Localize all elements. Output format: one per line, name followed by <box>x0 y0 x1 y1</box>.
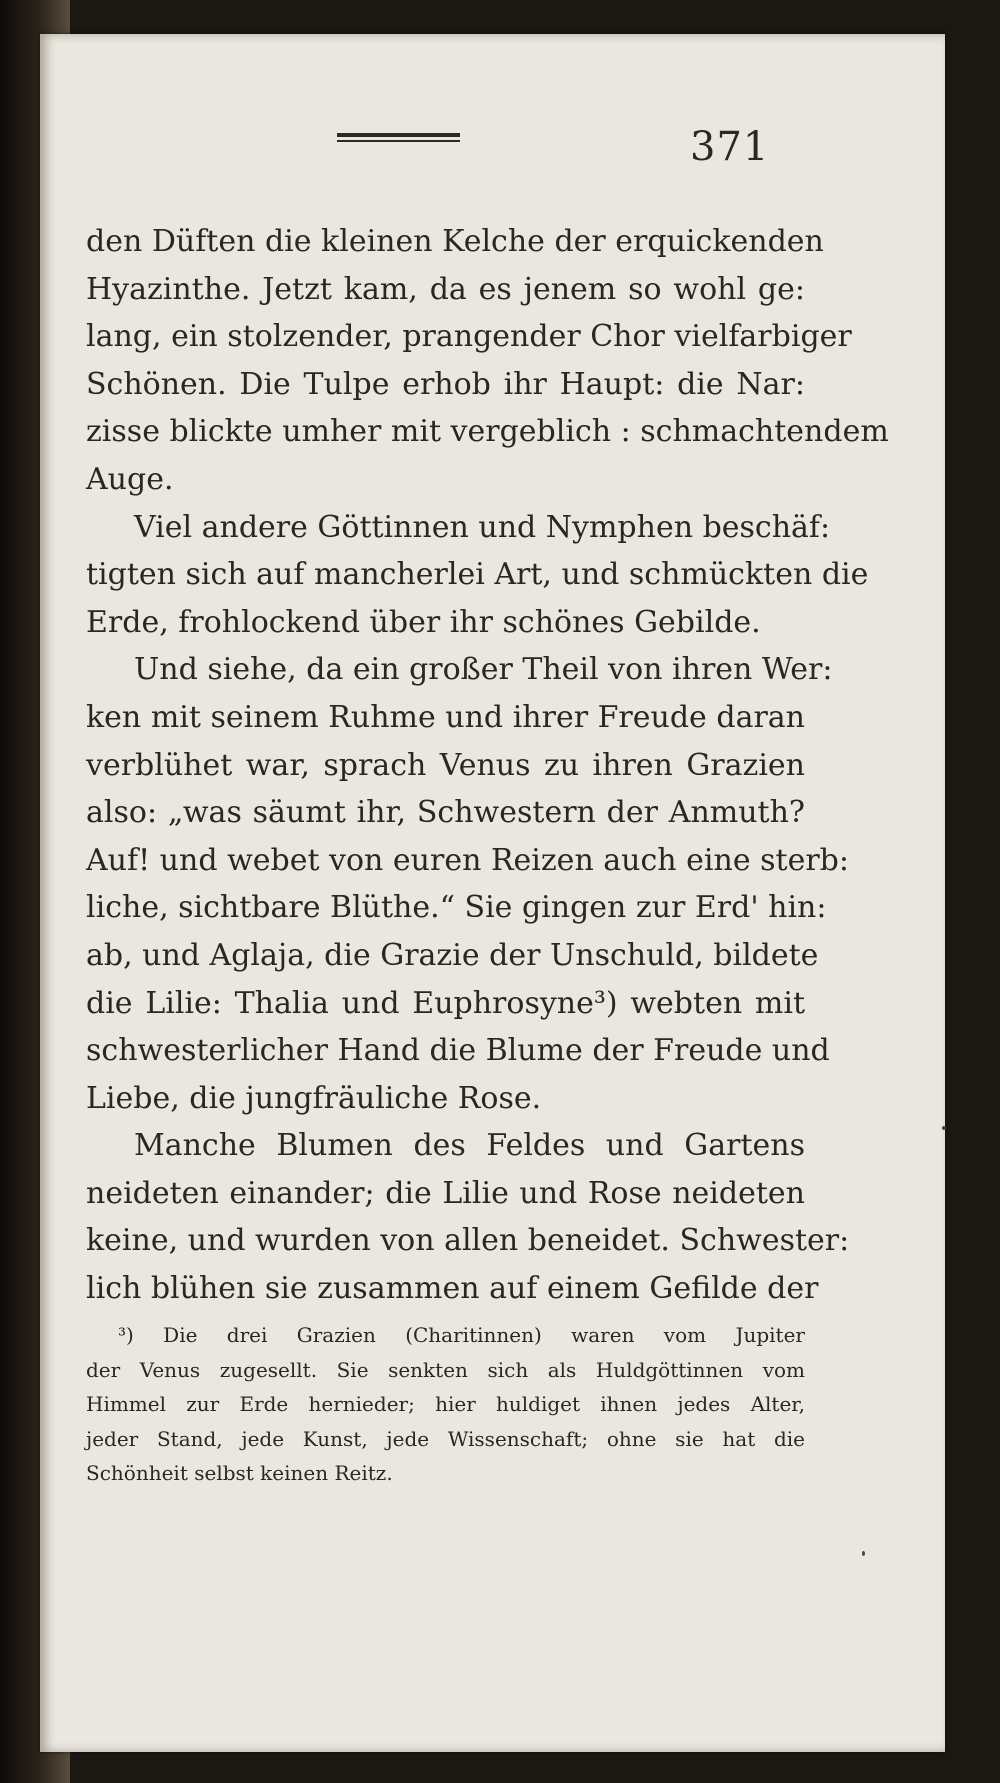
text-line: keine, und wurden von allen beneidet. Schwester: <box>86 1223 850 1259</box>
text-line: lang, ein stolzender, prangender Chor vielfarbiger <box>86 319 852 355</box>
header-rule-thin-line <box>337 140 460 142</box>
text-line: liche, sichtbare Blüthe.“ Sie gingen zur Erd' hin: <box>86 890 827 926</box>
text-line: schwesterlicher Hand die Blume der Freude und <box>86 1033 830 1069</box>
text-line: zisse blickte umher mit vergeblich : schmachtendem <box>86 414 889 450</box>
footnote-line: ³) Die drei Grazien (Charitinnen) waren vom Jupiter <box>118 1323 805 1347</box>
footnote-line: Schönheit selbst keinen Reitz. <box>86 1461 393 1485</box>
page-number: 371 <box>690 124 770 170</box>
footnote-block <box>86 1318 805 1491</box>
text-line: Auge. <box>86 461 174 497</box>
text-line: Manche Blumen des Feldes und Gartens <box>134 1128 805 1164</box>
text-line: neideten einander; die Lilie und Rose neideten <box>86 1175 805 1211</box>
header-rule-thick-line <box>337 133 460 137</box>
text-line: ken mit seinem Ruhme und ihrer Freude daran <box>86 699 805 735</box>
text-line: Auf! und webet von euren Reizen auch eine sterb: <box>86 842 849 878</box>
text-line: tigten sich auf mancherlei Art, und schmückten die <box>86 557 869 593</box>
text-line: lich blühen sie zusammen auf einem Gefilde der <box>86 1271 819 1307</box>
main-text-block <box>86 218 889 1313</box>
text-line: Schönen. Die Tulpe erhob ihr Haupt: die Nar: <box>86 366 805 402</box>
text-line: Erde, frohlockend über ihr schönes Gebilde. <box>86 604 761 640</box>
paper-speck <box>942 1126 946 1130</box>
paper-speck <box>862 1551 865 1556</box>
text-line: verblühet war, sprach Venus zu ihren Grazien <box>86 747 805 783</box>
header-double-rule <box>337 133 460 145</box>
text-line: die Lilie: Thalia und Euphrosyne³) webten mit <box>86 985 805 1021</box>
text-line: Und siehe, da ein großer Theil von ihren Wer: <box>134 652 833 688</box>
text-line: Liebe, die jungfräuliche Rose. <box>86 1080 542 1116</box>
text-line: ab, und Aglaja, die Grazie der Unschuld, bildete <box>86 937 819 973</box>
footnote-line: der Venus zugesellt. Sie senkten sich als Huldgöttinnen vom <box>86 1357 805 1382</box>
footnote-line: jeder Stand, jede Kunst, jede Wissenschaft; ohne sie hat die <box>86 1426 805 1451</box>
text-line: Hyazinthe. Jetzt kam, da es jenem so wohl ge: <box>86 271 805 307</box>
text-line: den Düften die kleinen Kelche der erquickenden <box>86 224 824 259</box>
text-line: also: „was säumt ihr, Schwestern der Anmuth? <box>86 795 805 831</box>
text-line: Viel andere Göttinnen und Nymphen beschäf: <box>134 509 831 545</box>
footnote-line: Himmel zur Erde hernieder; hier huldiget ihnen jedes Alter, <box>86 1392 805 1416</box>
